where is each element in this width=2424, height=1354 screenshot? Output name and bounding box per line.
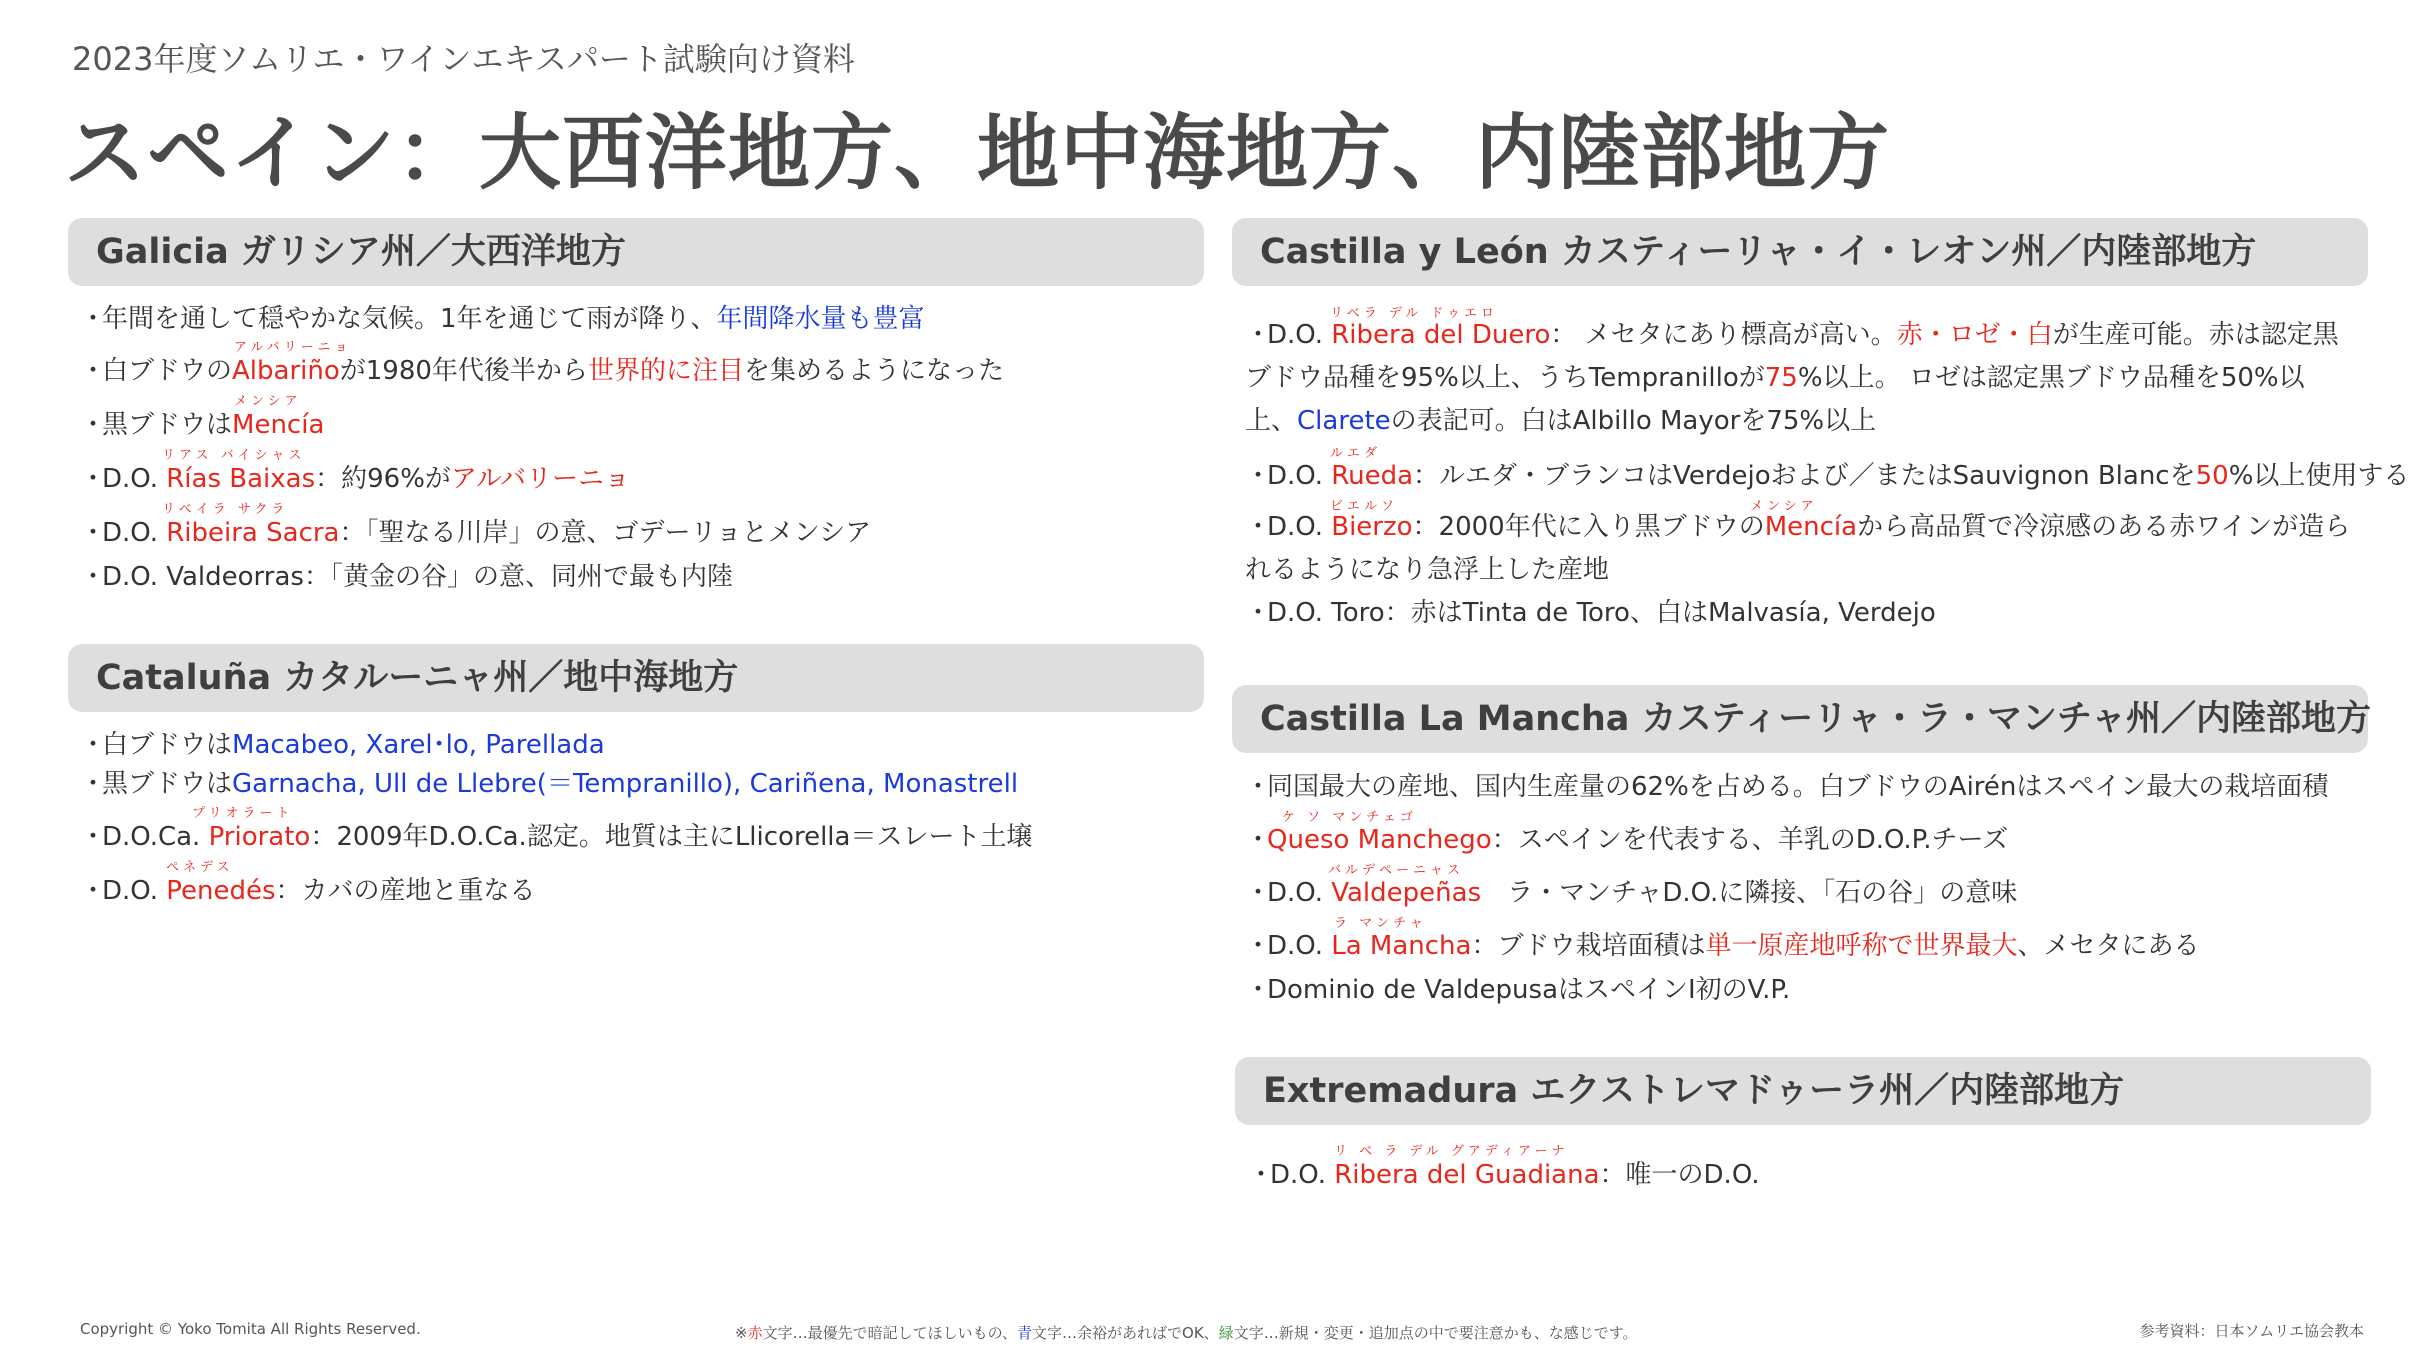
document-subtitle: 2023年度ソムリエ・ワインエキスパート試験向け資料 (72, 40, 855, 78)
ruby-ribera-del-duero: リベラ デル ドゥエロ (1330, 306, 1499, 321)
cataluna-item-2: ・黒ブドウはGarnacha, Ull de Llebre(＝Tempranillo), Cariñena, Monastrell (80, 769, 1019, 799)
ruby-bierzo: ビエルソ (1330, 499, 1399, 514)
galicia-item-3: ・黒ブドウはMencía (80, 410, 325, 440)
section-header-extremadura: Extremadura エクストレマドゥーラ州／内陸部地方 (1235, 1057, 2371, 1125)
castilla-mancha-item-1: ・同国最大の産地、国内生産量の62%を占める。白ブドウのAirénはスペイン最大の栽培面積 (1245, 772, 2329, 802)
ruby-priorato: プリオラート (192, 806, 294, 821)
cataluna-item-3: ・D.O.Ca. Priorato：2009年D.O.Ca.認定。地質は主にLlicorella＝スレート土壌 (80, 822, 1033, 852)
castilla-leon-item-2: ・D.O. Rueda：ルエダ・ブランコはVerdejoおよび／またはSauvignon Blancを50%以上使用する (1245, 461, 2410, 491)
castilla-mancha-item-4: ・D.O. La Mancha：ブドウ栽培面積は単一原産地呼称で世界最大、メセタにある (1245, 931, 2200, 961)
ruby-la-mancha: ラ マンチャ (1334, 916, 1427, 931)
extremadura-item-1: ・D.O. Ribera del Guadiana：唯一のD.O. (1248, 1160, 1760, 1190)
ruby-rias-baixas: リアス バイシャス (162, 448, 306, 463)
castilla-mancha-item-3: ・D.O. Valdepeñas ラ・マンチャD.O.に隣接、「石の谷」の意味 (1245, 878, 2018, 908)
copyright: Copyright © Yoko Tomita All Rights Reserved. (80, 1320, 421, 1338)
ruby-ribeira-sacra: リベイラ サクラ (162, 502, 289, 517)
castilla-leon-item-4: ・D.O. Toro：赤はTinta de Toro、白はMalvasía, Verdejo (1245, 598, 1936, 628)
ruby-mencia-2: メンシア (1750, 499, 1818, 514)
galicia-item-4: ・D.O. Rías Baixas：約96%がアルバリーニョ (80, 464, 631, 494)
page-title: スペイン：大西洋地方、地中海地方、内陸部地方 (64, 106, 1891, 201)
ruby-queso-manchego: ケ ソ マンチェゴ (1282, 810, 1417, 825)
ruby-albarino: アルバリーニョ (234, 340, 352, 355)
section-header-castilla-leon: Castilla y León カスティーリャ・イ・レオン州／内陸部地方 (1232, 218, 2368, 286)
castilla-leon-item-3: ・D.O. Bierzo：2000年代に入り黒ブドウのMencíaから高品質で冷涼感のある赤ワインが造られるようになり急浮上した産地 (1245, 512, 2351, 585)
ruby-rueda: ルエダ (1330, 446, 1382, 461)
cataluna-item-4: ・D.O. Penedés：カバの産地と重なる (80, 876, 536, 906)
galicia-item-2: ・白ブドウのAlbariñoが1980年代後半から世界的に注目を集めるようになった (80, 356, 1004, 386)
reference-source: 参考資料：日本ソムリエ協会教本 (2139, 1322, 2364, 1340)
section-header-castilla-mancha: Castilla La Mancha カスティーリャ・ラ・マンチャ州／内陸部地方 (1232, 685, 2368, 753)
color-legend-note: ※赤文字…最優先で暗記してほしいもの、青文字…余裕があればでOK、緑文字…新規・変更・追加点の中で要注意かも、な感じです。 (735, 1324, 1638, 1342)
galicia-item-6: ・D.O. Valdeorras：「黄金の谷」の意、同州で最も内陸 (80, 562, 733, 592)
ruby-ribera-del-guadiana: リ ベ ラ デル グアディアーナ (1334, 1144, 1569, 1159)
galicia-item-1: ・年間を通して穏やかな気候。1年を通じて雨が降り、年間降水量も豊富 (80, 304, 925, 334)
castilla-mancha-item-5: ・Dominio de ValdepusaはスペインⅠ初のV.P. (1245, 975, 1791, 1005)
castilla-mancha-item-2: ・Queso Manchego：スペインを代表する、羊乳のD.O.P.チーズ (1245, 825, 2009, 855)
cataluna-item-1: ・白ブドウはMacabeo, Xarel･lo, Parellada (80, 730, 605, 760)
galicia-item-5: ・D.O. Ribeira Sacra：「聖なる川岸」の意、ゴデーリョとメンシア (80, 518, 872, 548)
ruby-valdepenas: バルデペーニャス (1328, 863, 1465, 878)
ruby-penedes: ペネデス (166, 860, 234, 875)
castilla-leon-item-1: ・D.O. Ribera del Duero： メセタにあり標高が高い。赤・ロゼ・白が生産可能。赤は認定黒ブドウ品種を95%以上、うちTempranilloが75%以上。 ロゼは認定黒ブドウ品種を50%以上、Clareteの表記可。白はAlbillo Mayorを75%以上 (1245, 320, 2339, 436)
ruby-mencia: メンシア (234, 394, 302, 409)
section-header-galicia: Galicia ガリシア州／大西洋地方 (68, 218, 1204, 286)
section-header-cataluna: Cataluña カタルーニャ州／地中海地方 (68, 644, 1204, 712)
